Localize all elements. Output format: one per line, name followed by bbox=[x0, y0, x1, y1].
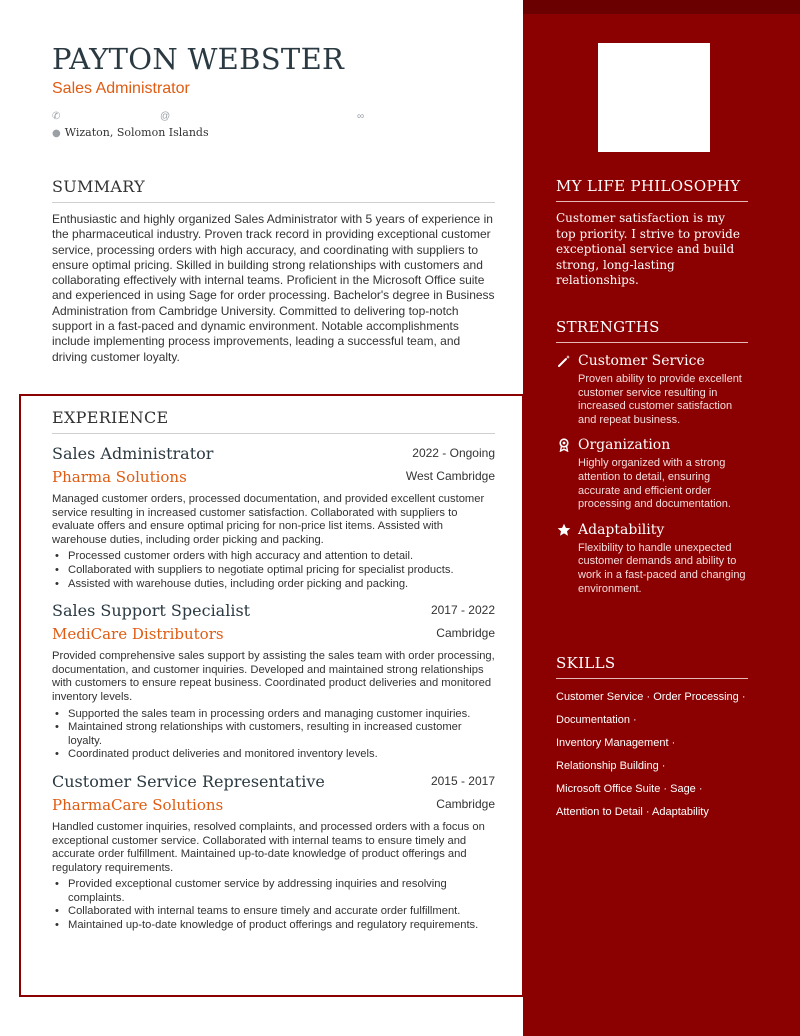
summary-title: SUMMARY bbox=[52, 177, 495, 203]
company-name: MediCare Distributors bbox=[52, 625, 224, 644]
strength-title: Customer Service bbox=[578, 353, 705, 369]
list-item: • Coordinated product deliveries and monitored inventory levels. bbox=[52, 748, 495, 762]
summary-text: Enthusiastic and highly organized Sales Administrator with 5 years of experience in the pharmaceutical industry. Proven track record in providing exceptional customer service, processing orders with high accuracy, and coordinating with suppliers to ensure optimal pricing. Skilled in building strong relationships with customers and collaborating effectively with internal teams. Proficient in the Microsoft Office suite and experienced in using Sage for order processing. Bachelor's degree in Business Administration from Cambridge University. Committed to delivering top-notch support in a fast-paced and dynamic environment. Notable accomplishments include implementing process improvements, leading a successful team, and driving customer loyalty. bbox=[52, 212, 495, 364]
experience-section bbox=[52, 408, 495, 933]
job-bullets bbox=[52, 878, 495, 932]
philosophy-title: MY LIFE PHILOSOPHY bbox=[556, 177, 748, 202]
list-item: • Collaborated with internal teams to ensure timely and accurate order fulfillment. bbox=[52, 905, 495, 919]
job-title: Sales Administrator bbox=[52, 444, 214, 463]
job-entry bbox=[52, 772, 495, 933]
job-dates: 2015 - 2017 bbox=[430, 773, 495, 788]
strength-description: Flexibility to handle unexpected customer demands and ability to work in a fast-paced and changing environment. bbox=[578, 541, 746, 595]
job-location: West Cambridge bbox=[405, 469, 495, 483]
job-bullets bbox=[52, 708, 495, 762]
list-item: • Provided exceptional customer service by addressing inquiries and resolving complaints. bbox=[52, 878, 495, 905]
sidebar-top-strip bbox=[523, 0, 800, 14]
list-item: • Processed customer orders with high accuracy and attention to detail. bbox=[52, 550, 495, 564]
location-text: Wizaton, Solomon Islands bbox=[64, 126, 209, 139]
philosophy-text: Customer satisfaction is my top priority. I strive to provide exceptional service and build strong, long-lasting relationships. bbox=[556, 211, 740, 287]
list-item: • Assisted with warehouse duties, including order picking and packing. bbox=[52, 578, 495, 592]
job-dates: 2017 - 2022 bbox=[430, 603, 495, 618]
skill-line: Microsoft Office Suite · Sage · bbox=[556, 783, 703, 795]
skill-line: Inventory Management · bbox=[556, 737, 676, 749]
list-item: • Collaborated with suppliers to negotiate optimal pricing for specialist products. bbox=[52, 564, 495, 578]
link-icon[interactable]: ∞ bbox=[357, 111, 365, 122]
job-location: Cambridge bbox=[436, 796, 495, 811]
email-icon[interactable]: @ bbox=[160, 111, 171, 122]
magic-wand-icon bbox=[556, 354, 572, 371]
experience-title: EXPERIENCE bbox=[52, 408, 495, 434]
list-item: • Maintained up-to-date knowledge of product offerings and regulatory requirements. bbox=[52, 919, 495, 933]
strength-description: Proven ability to provide excellent customer service resulting in increased customer satisfaction and repeat business. bbox=[578, 373, 742, 426]
profile-photo-placeholder bbox=[598, 43, 710, 152]
list-item: • Maintained strong relationships with customers, resulting in increased customer loyalty. bbox=[52, 721, 495, 748]
company-name: PharmaCare Solutions bbox=[52, 795, 224, 814]
skill-line: Attention to Detail · Adaptability bbox=[556, 806, 709, 818]
phone-icon[interactable]: ✆ bbox=[52, 111, 61, 122]
summary-section bbox=[52, 177, 495, 365]
candidate-role: Sales Administrator bbox=[52, 80, 190, 97]
job-title: Customer Service Representative bbox=[52, 771, 325, 791]
skill-line: Documentation · bbox=[556, 714, 637, 726]
star-icon bbox=[556, 523, 572, 540]
job-description: Managed customer orders, processed documentation, and provided excellent customer service resulting in increased customer satisfaction. Collaborated with suppliers to evaluate offers and ensure optimal pricing for non-price list items. Assisted with warehouse duties, including order picking and packing. bbox=[52, 493, 485, 546]
candidate-name: PAYTON WEBSTER bbox=[52, 42, 345, 76]
strength-title: Adaptability bbox=[578, 521, 665, 538]
job-dates: 2022 - Ongoing bbox=[412, 446, 495, 460]
strength-title: Organization bbox=[578, 437, 671, 454]
list-item: • Supported the sales team in processing orders and managing customer inquiries. bbox=[52, 708, 495, 722]
job-bullets bbox=[52, 550, 495, 591]
skills-section bbox=[556, 654, 748, 824]
job-entry bbox=[52, 444, 495, 591]
philosophy-section bbox=[556, 177, 748, 289]
job-description: Provided comprehensive sales support by assisting the sales team with order processing, documentation, and customer inquiries. Developed and maintained strong relationships with customers to ensure repeat business. Coordinated product deliveries and monitored inventory levels. bbox=[52, 650, 495, 703]
company-name: Pharma Solutions bbox=[52, 468, 187, 486]
award-ribbon-icon bbox=[556, 438, 572, 455]
strength-description: Highly organized with a strong attention to detail, ensuring accurate and efficient order processing and documentation. bbox=[578, 457, 731, 511]
skills-list bbox=[556, 686, 748, 824]
skill-line: Customer Service · Order Processing · bbox=[556, 691, 746, 703]
job-description: Handled customer inquiries, resolved complaints, and processed orders with a focus on exceptional customer service. Collaborated with internal teams to ensure timely and accurate order fulfillment. Maintained up-to-date knowledge of product offerings and regulatory requirements. bbox=[52, 820, 485, 874]
strengths-title: STRENGTHS bbox=[556, 318, 748, 343]
job-location: Cambridge bbox=[436, 626, 495, 641]
skills-title: SKILLS bbox=[556, 654, 748, 679]
strength-item bbox=[556, 522, 748, 596]
strengths-section bbox=[556, 318, 748, 596]
strength-item bbox=[556, 437, 748, 511]
job-entry bbox=[52, 601, 495, 762]
skill-line: Relationship Building · bbox=[556, 760, 666, 772]
strength-item bbox=[556, 353, 748, 427]
location-pin-icon: ● bbox=[52, 128, 61, 139]
job-title: Sales Support Specialist bbox=[52, 601, 251, 621]
contact-row bbox=[52, 110, 372, 124]
location bbox=[52, 126, 209, 139]
